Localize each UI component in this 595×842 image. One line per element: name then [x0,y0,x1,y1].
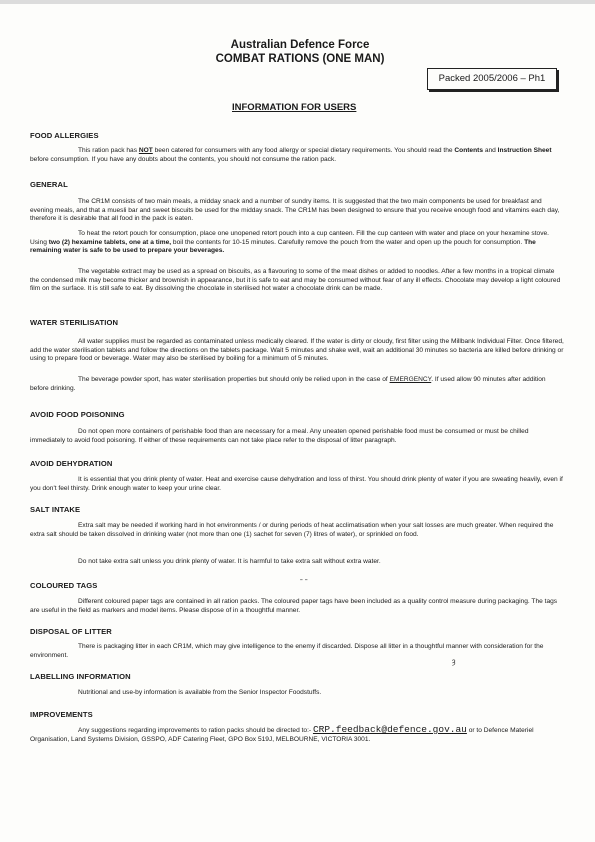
dehydration-paragraph: It is essential that you drink plenty of water. Heat and exercise cause dehydration and loss of thirst. You should drink plenty of water if you are sweating heavily, even if you don't feel thirsty. Drink enough water to keep your urine clear. [30,476,563,492]
labelling-paragraph: Nutritional and use-by information is available from the Senior Inspector Foodstuffs. [78,689,322,696]
page-title: INFORMATION FOR USERS [232,102,357,113]
heading-improvements: IMPROVEMENTS [30,710,93,719]
heading-labelling-information: LABELLING INFORMATION [30,672,131,681]
heading-salt-intake: SALT INTAKE [30,505,81,514]
heading-food-allergies: FOOD ALLERGIES [30,131,99,140]
improvements-paragraph: Any suggestions regarding improvements to ration packs should be directed to:- CRP.feedback@defence.gov.au or to Defence Materiel Organisation, Land Systems Division, GSSPO, ADF Catering Fleet, GPO Box 519J, MELBOURNE, VICTORIA 3001. [30,724,534,743]
general-paragraph-3: The vegetable extract may be used as a spread on biscuits, as a flavouring to some of the meat dishes or added to noodles. After a few months in a tropical climate the condensed milk may become thicker and brownish in appearance, but it is safe to eat and may be consumed without fear of any ill effects. Chocolate may develop a light coloured film on the surface. It is still safe to eat. By dissolving the chocolate in sterilised hot water a chocolate drink can be made. [30,268,561,293]
salt-paragraph-1: Extra salt may be needed if working hard in hot environments / or during periods of heat acclimatisation when your salt losses are much greater. When required the extra salt should be taken dissolved in drinking water (not more than one (1) sachet for seven (7) litres of water), or sprinkled on food. [30,522,554,538]
scan-edge [0,0,595,4]
general-paragraph-1: The CR1M consists of two main meals, a midday snack and a number of sundry items. It is suggested that the two main components be used for breakfast and evening meals, and that a muesli bar and sweet biscuits be used for the midday snack. The CR1M has been designed to ensure that you receive enough food and vitamins each day, therefore it is desirable that all food in the pack is eaten. [30,198,560,223]
organisation-name: Australian Defence Force [230,39,370,51]
heading-water-sterilisation: WATER STERILISATION [30,318,119,327]
document-header [170,38,430,66]
salt-paragraph-2: Do not take extra salt unless you drink plenty of water. It is harmful to take extra salt without extra water. [78,558,381,565]
heading-coloured-tags: COLOURED TAGS [30,581,98,590]
scan-speck: ȝ [452,657,456,666]
scan-speck: ˗ ˗ [300,574,308,583]
heading-general: GENERAL [30,180,68,189]
food-allergies-paragraph: This ration pack has NOT been catered for consumers with any food allergy or special dietary requirements. You should read the Contents and Instruction Sheet before consumption. If you have any doubts about the contents, you should not consume the ration pack. [30,147,552,163]
water-paragraph-1: All water supplies must be regarded as contaminated unless medically cleared. If the water is dirty or cloudy, first filter using the Millbank Individual Filter. Once filtered, add the water sterilisation tablets and follow the directions on the tablets package. Wait 5 minutes and shake well, wait an additional 30 minutes so bacteria are killed before drinking or using to prepare food or beverage. Water may also be sterilised by boiling for a minimum of 5 minutes. [30,338,564,363]
packed-box: Packed 2005/2006 – Ph1 [427,68,557,90]
heading-disposal-of-litter: DISPOSAL OF LITTER [30,627,112,636]
litter-paragraph: There is packaging litter in each CR1M, which may give intelligence to the enemy if discarded. Dispose all litter in a thoughtful manner with consideration for the environment. [30,643,544,659]
document-subtitle: COMBAT RATIONS (ONE MAN) [215,53,385,65]
feedback-email-link[interactable]: CRP.feedback@defence.gov.au [312,724,467,735]
avoid-food-paragraph: Do not open more containers of perishable food than are necessary for a meal. Any uneaten opened perishable food must be consumed or must be chilled immediately to avoid food poisoning. If either of these requirements can not take place refer to the disposal of litter paragraph. [30,428,529,444]
tags-paragraph: Different coloured paper tags are contained in all ration packs. The coloured paper tags have been included as a quality control measure during packaging. The tags are useful in the field as markers and model items. Please dispose of in a thoughtful manner. [30,598,558,614]
general-paragraph-2: To heat the retort pouch for consumption, place one unopened retort pouch into a cup canteen. Fill the cup canteen with water and place on your hexamine stove. Using two (2) hexamine tablets, one at a time, boil the contents for 10-15 minutes. Carefully remove the pouch from the water and open up the pouch for consumption. The remaining water is safe to be used to prepare your beverages. [30,230,550,255]
heading-avoid-food-poisoning: AVOID FOOD POISONING [30,410,125,419]
water-paragraph-2: The beverage powder sport, has water sterilisation properties but should only be relied upon in the case of EMERGENCY. If used allow 90 minutes after addition before drinking. [30,376,546,392]
heading-avoid-dehydration: AVOID DEHYDRATION [30,459,113,468]
